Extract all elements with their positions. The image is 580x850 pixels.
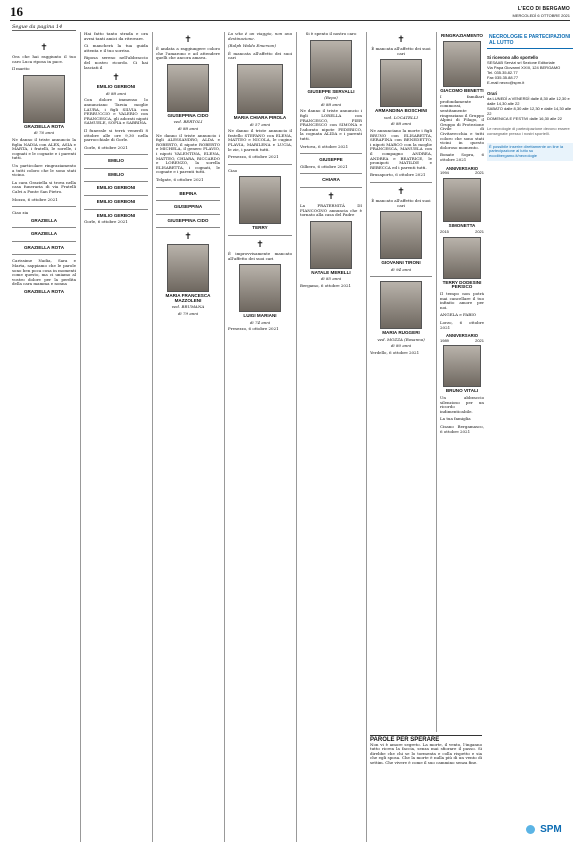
notice-text: Ciao zia <box>12 210 29 216</box>
sidebar-title: NECROLOGIE E PARTECIPAZIONI AL LUTTO <box>487 32 573 49</box>
deceased-name: BRUNO VITALI <box>445 388 479 394</box>
notice-text: Si è spento il nostro caro <box>305 32 357 36</box>
notice-date: Telgate, 6 ottobre 2021 <box>156 176 204 182</box>
continuation-label: Segue da pagina 14 <box>12 24 76 31</box>
notice-text: La tua famiglia <box>440 416 471 422</box>
deceased-name: GIUSEPPINA CIDO <box>167 217 209 223</box>
deceased-name: EMILIO <box>108 171 124 177</box>
notice-text: Ci mancherà la tua guida attenta e il tuo sorriso. <box>84 43 148 53</box>
deceased-age: di 57 anni <box>249 121 271 127</box>
notice-text: È mancata all'affetto dei suoi cari <box>371 46 431 56</box>
column-5 <box>300 32 362 842</box>
notice-text: La FRATERNITÀ DI FIANCOGNO annuncia che è tornato alla casa del Padre <box>300 202 362 218</box>
notice-text: Ne annunciano la morte i figli BRUNO con ELISABETTA, SERAFINA con BENEDETTO, i nipoti MARCO con la moglie FRANCESCA, MANUELA con il compagno ANDREA, ANDREA e BEATRICE, le pronipoti MATILDE e REBECCA ed i parenti tutti. <box>370 127 432 170</box>
divider <box>300 173 362 174</box>
portrait-photo <box>443 237 481 279</box>
year-to: 2021 <box>475 229 484 235</box>
year-to: 2021 <box>475 170 484 176</box>
anniversary-title: ANNIVERSARIO <box>445 333 479 339</box>
column-divider <box>296 32 297 842</box>
cross-icon: ✝ <box>397 35 405 45</box>
notice-text: Carissime Nadia, Sara e Marta, sappiamo che le parole sono ben poca cosa in momenti come questo, ma ci uniamo al vostro dolore per la perdita della cara mamma e nonna <box>12 258 76 287</box>
cross-icon: ✝ <box>112 73 120 84</box>
hope-words-box <box>370 735 482 835</box>
deceased-age: di 74 anni <box>249 319 271 325</box>
notice-text: Ne danno il triste annuncio la figlia NADIA con ALEX, ASIA e MARTA, i fratelli, le sorelle, i cognati e le cognate e i parenti tutti. <box>12 136 76 161</box>
notice-text: La cara Graziella si trova nella casa funeraria di via Fratelli Calvi a Ponte San Pietro. <box>12 179 76 194</box>
divider <box>12 241 76 242</box>
notice-text: Con dolore immenso lo annunciano Tarsia moglie LAURA, i figli SILVIA con FERRUCCIO e VALERIO con FRANCESCA, gli adorati nipoti SAMUELE, SOFIA e SABRINA. <box>84 97 148 126</box>
column-divider <box>366 32 367 842</box>
sidebar-info <box>487 55 573 85</box>
sidebar-note: Le necrologie di partecipazione devono essere consegnate presso i nostri sportelli. <box>487 126 570 136</box>
deceased-name: MARIA RUGGERI <box>382 330 420 336</box>
deceased-name: CHIARA <box>322 177 340 183</box>
notice-text: Hai fatto tanto strada e ora avrai tanti amici da ritrovare. <box>84 32 148 41</box>
divider <box>84 154 148 155</box>
notice-date: Presezzo, 6 ottobre 2021 <box>228 154 279 160</box>
deceased-age: di 79 anni <box>177 311 199 317</box>
deceased-age: di 88 anni <box>320 101 342 107</box>
cross-icon: ✝ <box>184 35 192 45</box>
cross-icon: ✝ <box>256 239 264 250</box>
notice-text: È mancato all'affetto dei suoi cari <box>371 197 431 208</box>
column-2 <box>84 32 148 842</box>
deceased-name: EMILIO GERBONI <box>96 185 136 191</box>
deceased-name: LUIGI MARIANI <box>243 313 277 319</box>
page-header <box>10 6 570 21</box>
deceased-age: di 88 anni <box>105 90 127 96</box>
column-divider <box>80 32 81 842</box>
info-company: SESAAB Servizi srl Sezione Editoriale <box>487 60 555 65</box>
portrait-photo <box>310 40 352 88</box>
deceased-name: BEPINA <box>179 190 197 196</box>
deceased-nickname: (Bepo) <box>324 95 338 101</box>
logo-text: SPM <box>540 824 562 835</box>
page-number: 16 <box>10 4 23 19</box>
anniversary-title: ANNIVERSARIO <box>445 165 479 171</box>
portrait-photo <box>443 345 481 387</box>
divider <box>84 168 148 169</box>
divider <box>370 182 432 183</box>
deceased-maiden-name: ved. BRUMANA <box>171 304 205 310</box>
portrait-photo <box>23 75 65 123</box>
deceased-name: TERRY DODESINI PERSICO <box>442 279 482 290</box>
divider <box>300 153 362 154</box>
deceased-name: TERRY <box>252 225 268 231</box>
notice-date: Gorle, 6 ottobre 2021 <box>84 219 128 225</box>
divider <box>156 187 220 188</box>
deceased-name: GRAZIELLA ROTA <box>23 289 65 295</box>
hours-sunday: DOMENICA E FESTIVI dalle 16,30 alle 22 <box>487 116 562 121</box>
deceased-name: EMILIO GERBONI <box>96 212 136 218</box>
deceased-name: EMILIO <box>108 158 124 164</box>
deceased-name: ARMANDINA BOSCHINI <box>375 108 427 114</box>
notice-text: Ne danno il triste annuncio il fratello STEFANO con ELENA, MATTEO e NICOLA, le cugine FLAVIA, MARILENA e LUCIA, le zie, i parenti tutti. <box>228 128 292 152</box>
deceased-age: di 76 anni <box>33 130 55 136</box>
column-6 <box>370 32 432 842</box>
deceased-name: GIACOMO BENETTI <box>440 87 484 93</box>
notice-text: Un particolare ringraziamento a tutti coloro che le sono stati vicino. <box>12 162 76 178</box>
portrait-photo <box>380 59 422 107</box>
box-text: Non vi è amore segreto. La morte, il vento, l'inganno tutto ricrea la faccia, senza mai sfiorare il passo. Si direbbe che chi se lo tormenta e colla rispetto e sia che egli sposa. Che la morte è nulla più di un vento di settim. Che vivere è come il suo cammino senza fine. <box>370 741 482 765</box>
divider <box>228 164 292 165</box>
info-fax: Fax 035.35.88.77 <box>487 75 519 80</box>
portrait-photo <box>237 64 283 114</box>
deceased-name: GIUSEPPINA <box>173 204 203 210</box>
notice-text: Ne danno il triste annuncio i figli LORELLA con FRANCESCO, PIER FRANCESCO con SIMONA e l'adorato nipote FEDERICO, la cognata ALIDA e i parenti tutti. <box>300 108 362 141</box>
notice-date: Gorle, 6 ottobre 2021 <box>84 144 128 150</box>
portrait-photo <box>380 281 422 329</box>
column-7 <box>440 32 484 732</box>
info-phone: Tel. 035.35.82.77 <box>487 70 518 75</box>
notice-text: Un abbraccio silenzioso per un ricordo indimenticabile. <box>440 395 484 414</box>
deceased-name: EMILIO GERBONI <box>96 199 136 205</box>
divider <box>12 227 76 228</box>
deceased-name: GRAZIELLA <box>30 217 58 223</box>
info-heading: Si ricevono allo sportello <box>487 55 539 60</box>
deceased-name: GIOVANNI TIRONI <box>381 260 421 266</box>
cross-icon: ✝ <box>327 191 335 202</box>
issue-date: MERCOLEDÌ 6 OTTOBRE 2021 <box>512 13 570 18</box>
deceased-name: SIMONETTA <box>448 222 476 228</box>
deceased-name: NATALE MERELLI <box>311 269 351 275</box>
notice-text: I familiari profondamente commossi, sentitamente ringraziano il Gruppo Alpini di Filago, il Gruppo di Protezione Civile di Civitavecchia e tutti coloro che sono stati vicini in questo doloroso momento. <box>440 94 484 150</box>
deceased-name: GIUSEPPE SERVALLI <box>307 88 355 94</box>
notice-text: È mancata all'affetto dei suoi cari <box>228 50 292 61</box>
portrait-photo <box>310 221 352 269</box>
logo-dot-icon <box>526 825 535 834</box>
hours-weekdays: da LUNEDÌ a VENERDÌ dalle 8,30 alle 12,30 e dalle 14,30 alle 22 <box>487 96 570 106</box>
year-from: 2015 <box>440 229 449 235</box>
notice-date: Bonate Sopra, 6 ottobre 2021 <box>440 152 484 162</box>
hours-saturday: SABATO dalle 8,30 alle 12,30 e dalle 14,30 alle 22 <box>487 106 572 116</box>
box-title: PAROLE PER SPERARE <box>370 735 482 743</box>
notice-text: Ora che hai raggiunto il tuo caro Luca riposa in pace. <box>12 54 76 64</box>
anniversary-years <box>440 171 484 176</box>
notice-text: Ne danno il triste annuncio i figli ALESSANDRO, ALDA e ROBERTO, il nipote ROBERTO e MICHELA, il genero FLAVIO, i nipoti VALENTINA, ELENA, MATTEO, CHIARA, RICCARDO e LORENZO, la sorella ELISABETTA, i cognati, le cognate e i parenti tutti. <box>156 132 220 175</box>
notice-date: Brusaporto, 6 ottobre 2021 <box>370 172 426 178</box>
column-divider <box>436 32 437 732</box>
hours-heading: Orari <box>487 91 498 96</box>
notice-text: È andata a raggiungere coloro che l'amarono e ad attendere quelli che ancora amava. <box>156 46 220 61</box>
divider <box>84 195 148 196</box>
deceased-maiden-name: ved. MOZZA (Rosanna) <box>377 336 425 342</box>
deceased-name: GRAZIELLA <box>30 231 58 237</box>
notice-date: Bergamo, 6 ottobre 2021 <box>300 282 352 288</box>
year-from: 1989 <box>440 337 449 343</box>
anniversary-years <box>440 230 484 235</box>
divider <box>228 235 292 236</box>
portrait-photo <box>443 178 481 222</box>
deceased-name: EMILIO GERBONI <box>96 84 136 90</box>
deceased-name: GRAZIELLA ROTA <box>23 123 65 129</box>
column-1 <box>12 40 76 850</box>
notice-text: Il funerale si terrà venerdì 8 ottobre alle ore 9,30 nella parrocchiale di Gorle. <box>84 127 148 143</box>
notice-date: Cisano Bergamasco, 6 ottobre 2021 <box>440 423 484 434</box>
deceased-age: di 85 anni <box>320 276 342 282</box>
divider <box>84 181 148 182</box>
notice-date: Yerdello, 6 ottobre 2021 <box>370 350 420 356</box>
info-address: Via Papa Giovanni XXIII, 124 BERGAMO <box>487 65 561 70</box>
deceased-age: di 88 anni <box>390 121 412 127</box>
spm-logo <box>526 819 572 839</box>
divider <box>156 200 220 201</box>
deceased-age: di 88 anni <box>177 125 199 131</box>
column-3 <box>156 32 220 842</box>
column-4 <box>228 32 292 842</box>
deceased-age: di 94 anni <box>390 266 412 272</box>
notice-date: Gilbero, 6 ottobre 2021 <box>300 163 348 169</box>
notice-date: Presezzo, 6 ottobre 2021 <box>228 326 279 332</box>
notice-date: Lorzo, 6 ottobre 2021 <box>440 320 484 330</box>
portrait-photo <box>443 41 481 87</box>
divider <box>300 187 362 188</box>
notice-text: Il marito <box>12 66 30 72</box>
column-divider <box>152 32 153 842</box>
divider <box>84 209 148 210</box>
cross-icon: ✝ <box>397 186 405 197</box>
notice-text: ANGELA e FABIO <box>440 312 477 318</box>
deceased-name: GIUSEPPINA CIDO <box>167 112 209 118</box>
portrait-photo <box>380 211 422 259</box>
deceased-age: di 80 anni <box>390 343 412 349</box>
portrait-photo <box>239 176 281 224</box>
notice-quote: La vita è un viaggio, non una destinazione. <box>228 32 292 41</box>
notice-date: Mozzo, 6 ottobre 2021 <box>12 196 58 202</box>
cross-icon: ✝ <box>184 232 192 243</box>
newspaper-title: L'ECO DI BERGAMO <box>517 6 570 12</box>
notice-quote-author: (Ralph Waldo Emerson) <box>228 43 276 49</box>
opening-hours <box>487 91 573 121</box>
divider <box>156 227 220 228</box>
notice-text: Il tempo non potrà mai cancellare il tuo infinito amore per noi. <box>440 291 484 310</box>
divider <box>156 214 220 215</box>
deceased-name: GIUSEPPE <box>319 157 343 163</box>
anniversary-years <box>440 339 484 344</box>
cross-icon: ✝ <box>40 43 48 53</box>
year-to: 2021 <box>475 337 484 343</box>
deceased-name: MARIA FRANCESCA MAZZOLENI <box>165 293 211 303</box>
notice-text: È improvvisamente mancato all'affetto dei suoi cari <box>228 250 292 261</box>
deceased-maiden-name: ved. BERTOLI <box>173 119 203 125</box>
divider <box>12 254 76 255</box>
info-email[interactable]: E-mail necro@spm.it <box>487 80 525 85</box>
notice-date: Vertova, 6 ottobre 2021 <box>300 143 349 149</box>
year-from: 1994 <box>440 170 449 176</box>
column-divider <box>224 32 225 842</box>
deceased-maiden-name: ved. LOCATELLI <box>384 114 418 120</box>
divider <box>370 276 432 277</box>
online-notice[interactable]: È possibile inserire direttamente on line la partecipazione al lutto su ecodibergamo.it/necrologie <box>487 143 573 161</box>
divider <box>12 206 76 207</box>
notice-text: Riposa sereno nell'abbraccio del nostro ricordo. Ci hai lasciati il <box>84 55 148 70</box>
portrait-photo <box>167 64 209 112</box>
deceased-name: GRAZIELLA ROTA <box>23 244 65 250</box>
portrait-photo <box>239 264 281 312</box>
info-sidebar <box>487 32 573 161</box>
deceased-name: MARIA CHIARA PIROLA <box>233 114 287 120</box>
notice-text: Ciao <box>228 167 238 173</box>
portrait-photo <box>167 244 209 292</box>
section-title: RINGRAZIAMENTO <box>440 33 484 38</box>
